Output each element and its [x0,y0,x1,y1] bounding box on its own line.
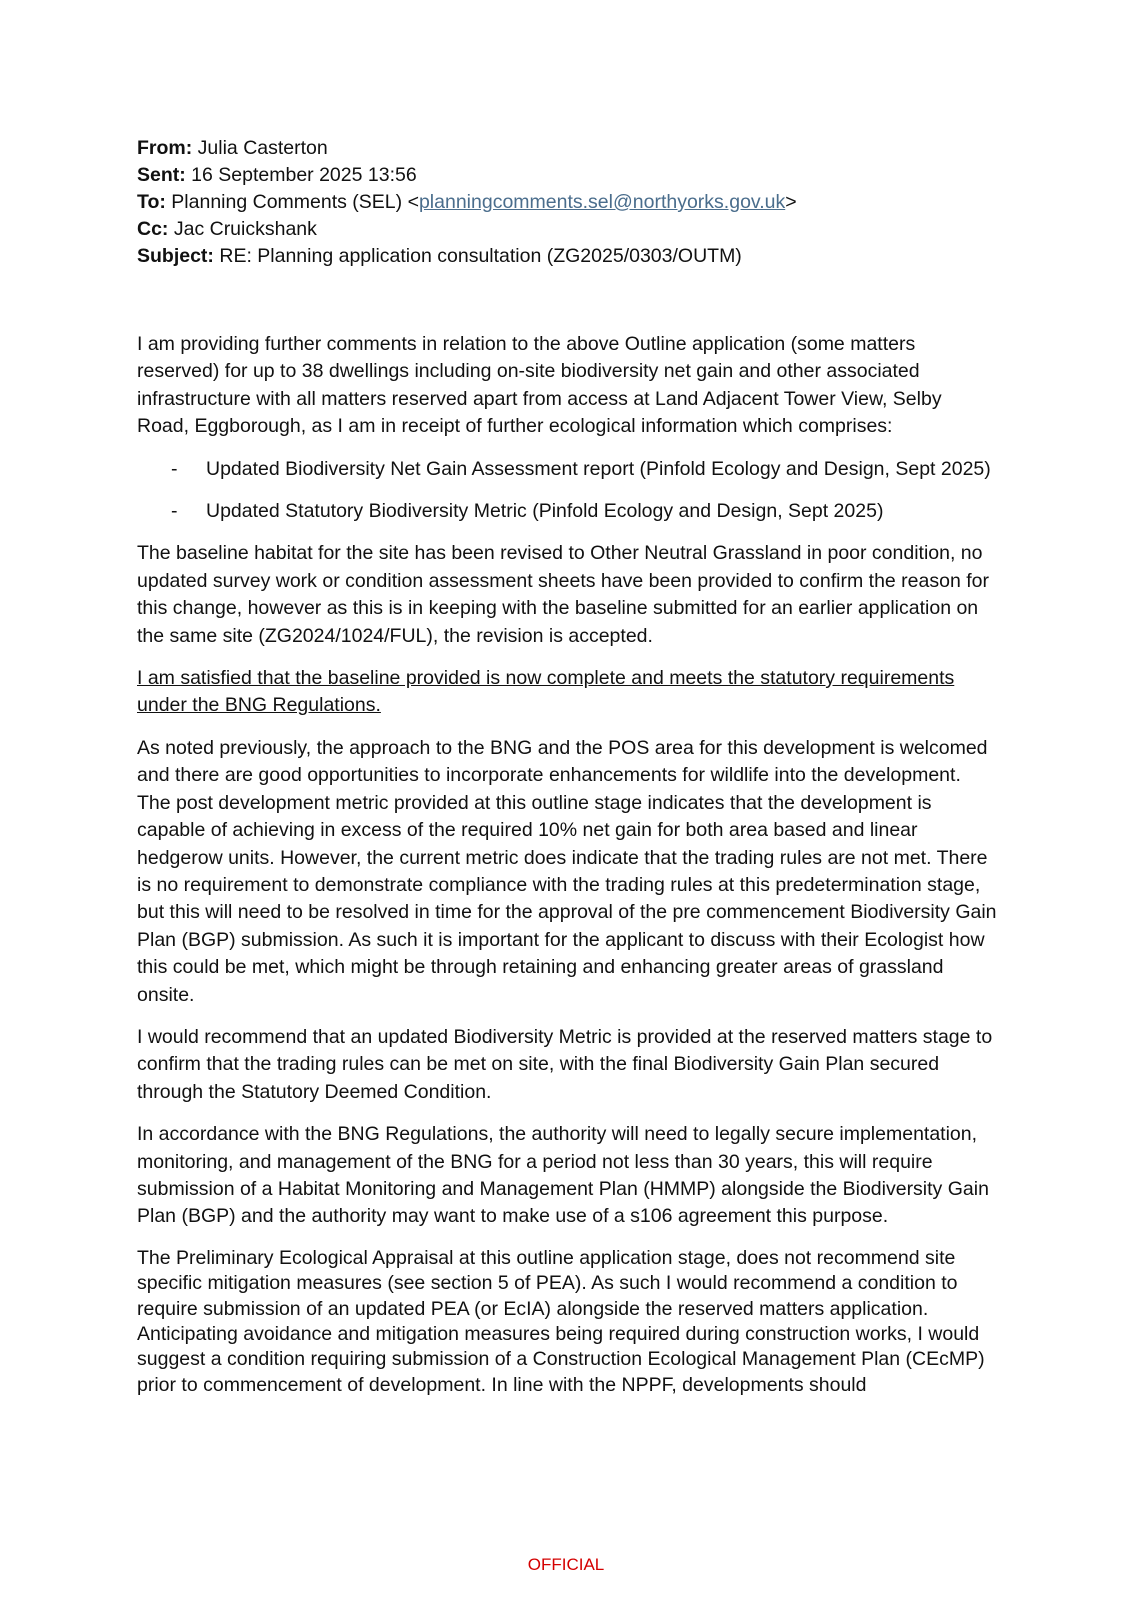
noted-paragraph: As noted previously, the approach to the BNG and the POS area for this development is welcomed and there are good opportunities to incorporate enhancements for wildlife into the development. The post development metric provided at this outline stage indicates that the development is capable of achieving in excess of the required 10% net gain for both area based and linear hedgerow units. However, the current metric does indicate that the trading rules are not met. There is no requirement to demonstrate compliance with the trading rules at this predetermination stage, but this will need to be resolved in time for the approval of the pre commencement Biodiversity Gain Plan (BGP) submission. As such it is important for the applicant to discuss with their Ecologist how this could be met, which might be through retaining and enhancing greater areas of grassland onsite. [137,736,997,1006]
documents-list [137,456,997,526]
to-email-link[interactable]: planningcomments.sel@northyorks.gov.uk [418,191,786,213]
subject-label: Subject: [137,245,214,267]
list-item [137,456,997,483]
recommend-paragraph: I would recommend that an updated Biodiversity Metric is provided at the reserved matters stage to confirm that the trading rules can be met on site, with the final Biodiversity Gain Plan secured through the Statutory Deemed Condition. [137,1025,993,1103]
list-item-text: Updated Biodiversity Net Gain Assessment report (Pinfold Ecology and Design, Sept 2025) [206,457,991,480]
to-value-prefix: Planning Comments (SEL) < [171,191,419,213]
email-body [137,331,997,1413]
preliminary-paragraph: The Preliminary Ecological Appraisal at this outline application stage, does not recommend site specific mitigation measures (see section 5 of PEA). As such I would recommend a condition to require submission of an updated PEA (or EcIA) alongside the reserved matters application. Anticipating avoidance and mitigation measures being required during construction works, I would suggest a condition requiring submission of a Construction Ecological Management Plan (CEcMP) prior to commencement of development. In line with the NPPF, developments should [137,1246,985,1396]
list-dash: - [171,457,178,480]
to-row [137,189,997,216]
classification-marking: OFFICIAL [527,1555,605,1574]
cc-value: Jac Cruickshank [173,218,317,240]
to-value-suffix: > [785,191,797,213]
accordance-paragraph: In accordance with the BNG Regulations, the authority will need to legally secure implementation, monitoring, and management of the BNG for a period not less than 30 years, this will require submission of a Habitat Monitoring and Management Plan (HMMP) alongside the Biodiversity Gain Plan (BGP) and the authority may want to make use of a s106 agreement this purpose. [137,1123,989,1228]
list-item-text: Updated Statutory Biodiversity Metric (Pinfold Ecology and Design, Sept 2025) [206,500,884,523]
from-label: From: [137,137,193,159]
baseline-paragraph: The baseline habitat for the site has been revised to Other Neutral Grassland in poor condition, no updated survey work or condition assessment sheets have been provided to confirm the reason for this change, however as this is in keeping with the baseline submitted for an earlier application on the same site (ZG2024/1024/FUL), the revision is accepted. [137,542,989,647]
sent-row [137,162,997,189]
cc-label: Cc: [137,218,169,240]
from-value: Julia Casterton [197,137,328,159]
email-header [137,135,997,270]
list-dash: - [171,500,178,523]
from-row [137,135,997,162]
sent-label: Sent: [137,164,186,186]
subject-row [137,243,997,270]
list-item [137,498,997,525]
to-label: To: [137,191,166,213]
sent-value: 16 September 2025 13:56 [191,164,417,186]
cc-row [137,216,997,243]
satisfied-paragraph: I am satisfied that the baseline provided is now complete and meets the statutory requirements under the BNG Regulations. [137,667,955,717]
subject-value: RE: Planning application consultation (ZG2025/0303/OUTM) [219,245,742,267]
intro-paragraph: I am providing further comments in relation to the above Outline application (some matters reserved) for up to 38 dwellings including on-site biodiversity net gain and other associated infrastructure with all matters reserved apart from access at Land Adjacent Tower View, Selby Road, Eggborough, as I am in receipt of further ecological information which comprises: [137,333,942,438]
